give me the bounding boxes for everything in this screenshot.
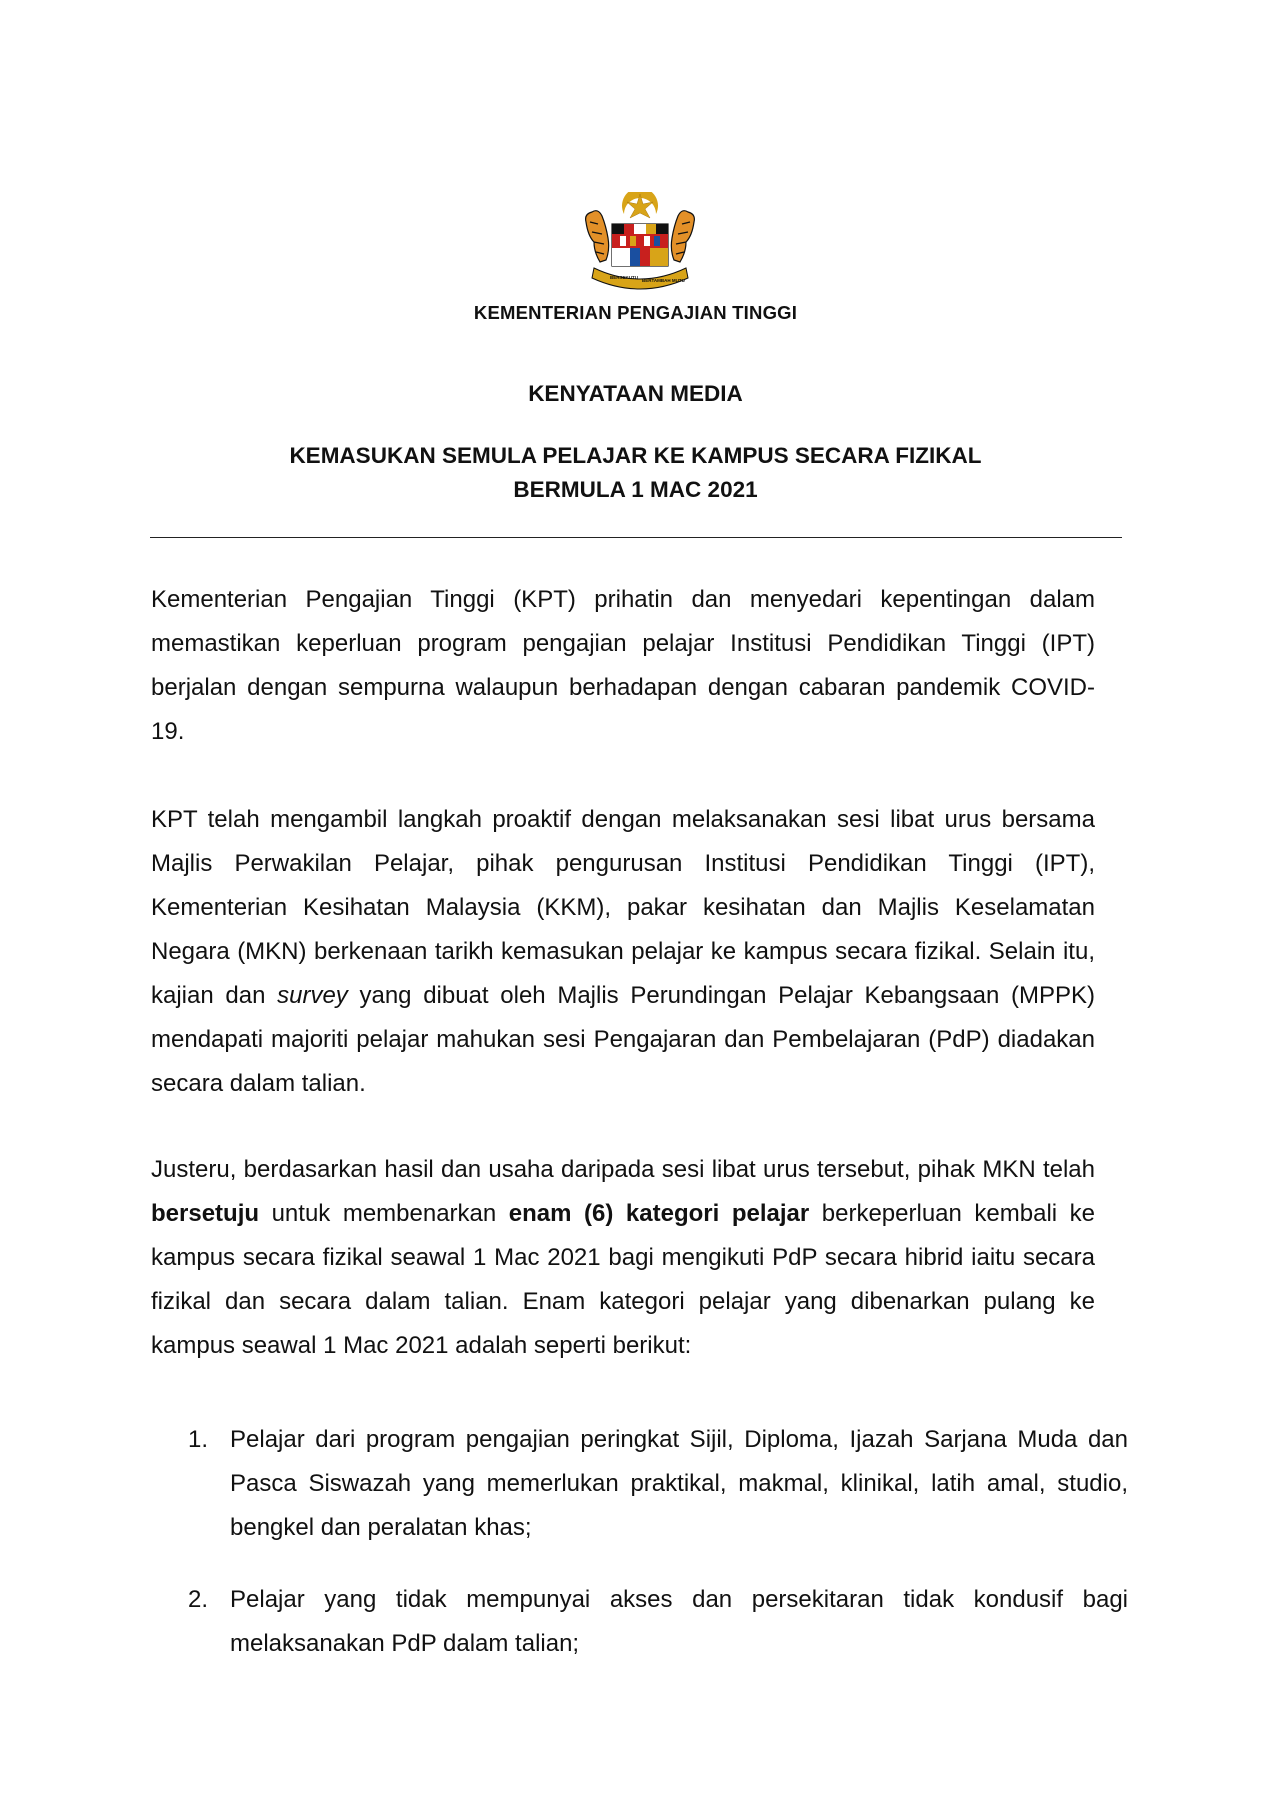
paragraph-decision bbox=[151, 1148, 1095, 1368]
list-item-number: 1. bbox=[188, 1426, 209, 1453]
ministry-name: KEMENTERIAN PENGAJIAN TINGGI bbox=[473, 302, 798, 323]
paragraph-engagement bbox=[151, 798, 1095, 1106]
statement-title-line1: KEMASUKAN SEMULA PELAJAR KE KAMPUS SECARA FIZIKAL bbox=[289, 443, 982, 468]
coat-of-arms-logo bbox=[580, 192, 700, 292]
list-item-number: 2. bbox=[188, 1586, 209, 1613]
paragraph-decision-bold-2: enam (6) kategori pelajar bbox=[508, 1200, 810, 1227]
paragraph-engagement-text-2: yang dibuat oleh Majlis Perundingan Pelajar Kebangsaan (MPPK) mendapati majoriti pelajar mahukan sesi Pengajaran dan Pembelajaran (PdP) diadakan secara dalam talian. bbox=[151, 982, 1095, 1097]
list-item-text: Pelajar yang tidak mempunyai akses dan persekitaran tidak kondusif bagi melaksanakan PdP dalam talian; bbox=[230, 1586, 1128, 1657]
statement-title-line2: BERMULA 1 MAC 2021 bbox=[513, 477, 758, 502]
paragraph-engagement-italic: survey bbox=[277, 982, 348, 1009]
paragraph-decision-text-2: untuk membenarkan bbox=[259, 1200, 509, 1227]
paragraph-decision-text-3: berkeperluan kembali ke kampus secara fizikal seawal 1 Mac 2021 bagi mengikuti PdP secara hibrid iaitu secara fizikal dan secara dalam talian. Enam kategori pelajar yang dibenarkan pulang ke kampus seawal 1 Mac 2021 adalah seperti berikut: bbox=[151, 1200, 1096, 1359]
paragraph-decision-text-1: Justeru, berdasarkan hasil dan usaha daripada sesi libat urus tersebut, pihak MKN telah bbox=[151, 1156, 1095, 1183]
statement-type: KENYATAAN MEDIA bbox=[528, 381, 743, 406]
left-tiger-icon bbox=[586, 211, 609, 262]
list-item bbox=[188, 1578, 1128, 1666]
motto-right: BERTAMBAH MUTU bbox=[642, 278, 685, 283]
paragraph-decision-bold-1: bersetuju bbox=[151, 1200, 260, 1227]
paragraph-engagement-text-1: KPT telah mengambil langkah proaktif dengan melaksanakan sesi libat urus bersama Majlis Perwakilan Pelajar, pihak pengurusan Institusi Pendidikan Tinggi (IPT), Kementerian Kesihatan Malaysia (KKM), pakar kesihatan dan Majlis Keselamatan Negara (MKN) berkenaan tarikh kemasukan pelajar ke kampus secara fizikal. Selain itu, kajian dan bbox=[151, 806, 1095, 1009]
paragraph-intro: Kementerian Pengajian Tinggi (KPT) prihatin dan menyedari kepentingan dalam memastikan keperluan program pengajian pelajar Institusi Pendidikan Tinggi (IPT) berjalan dengan sempurna walaupun berhadapan dengan cabaran pandemik COVID-19. bbox=[151, 586, 1095, 745]
divider bbox=[150, 537, 1122, 538]
right-tiger-icon bbox=[671, 211, 694, 262]
list-item-text: Pelajar dari program pengajian peringkat Sijil, Diploma, Ijazah Sarjana Muda dan Pasca Siswazah yang memerlukan praktikal, makmal, klinikal, latih amal, studio, bengkel dan peralatan khas; bbox=[230, 1426, 1128, 1541]
list-item bbox=[188, 1418, 1128, 1550]
motto-left: BERSEKUTU bbox=[610, 275, 639, 280]
